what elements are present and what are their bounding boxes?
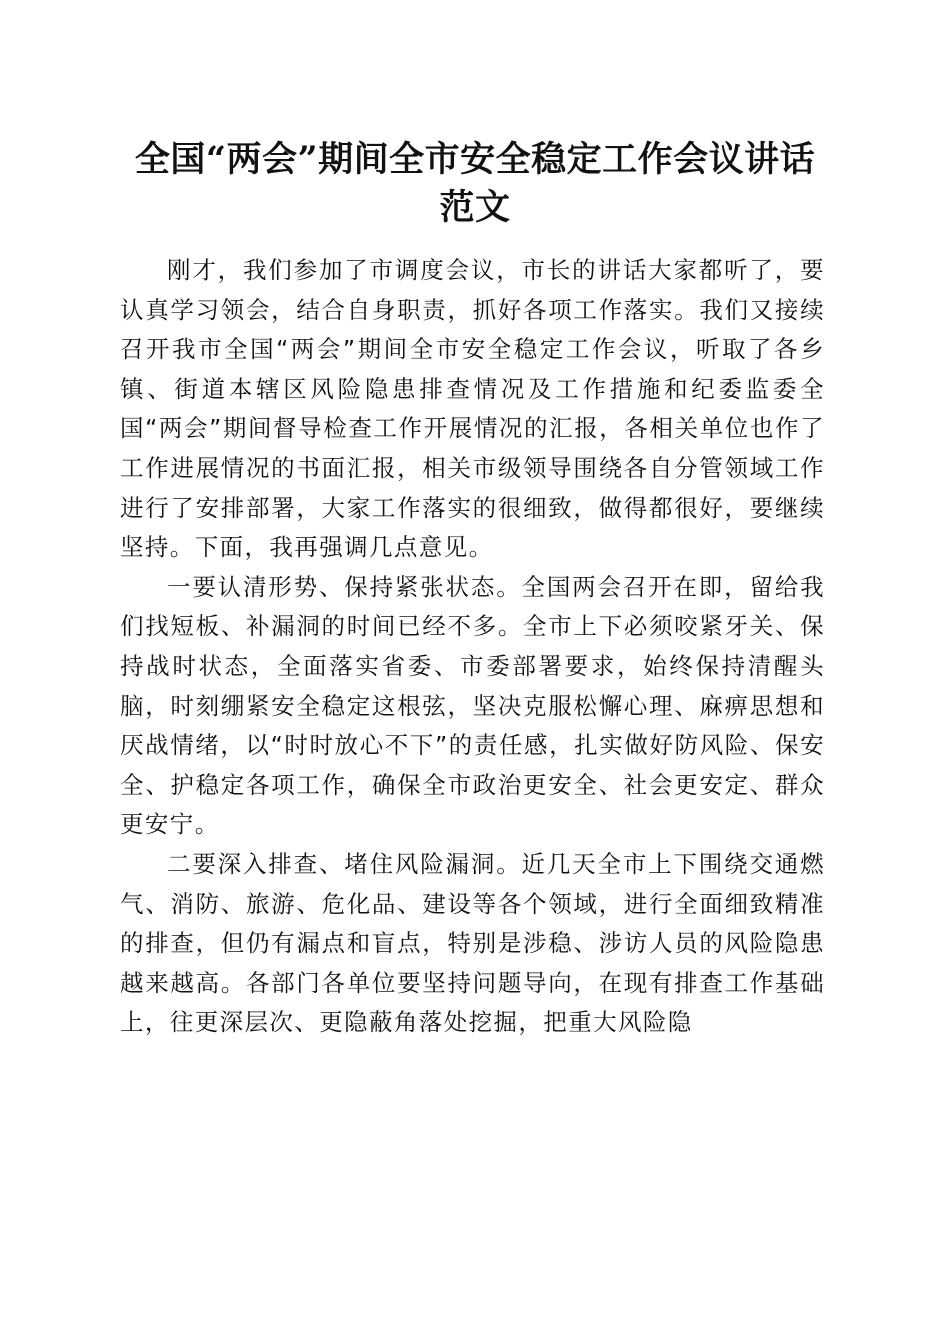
title-line-1: 全国“两会”期间全市安全稳定工作会议讲话 [134, 139, 816, 180]
paragraph-point-two: 二要深入排查、堵住风险漏洞。近几天全市上下围绕交通燃气、消防、旅游、危化品、建设等各个领域，进行全面细致精准的排查，但仍有漏点和盲点，特别是涉稳、涉访人员的风险隐患越来越高。各部门各单位要坚持问题导向，在现有排查工作基础上，往更深层次、更隐蔽角落处挖掘，把重大风险隐 [120, 849, 825, 1037]
paragraph-intro: 刚才，我们参加了市调度会议，市长的讲话大家都听了，要认真学习领会，结合自身职责，抓好各项工作落实。我们又接续召开我市全国“两会”期间全市安全稳定工作会议，听取了各乡镇、街道本辖区风险隐患排查情况及工作措施和纪委监委全国“两会”期间督导检查工作开展情况的汇报，各相关单位也作了工作进展情况的书面汇报，相关市级领导围绕各自分管领域工作进行了安排部署，大家工作落实的很细致，做得都很好，要继续坚持。下面，我再强调几点意见。 [120, 256, 825, 562]
title-line-2: 范文 [439, 187, 511, 228]
document-body [120, 251, 825, 1043]
document-title [100, 136, 850, 232]
paragraph-point-one: 一要认清形势、保持紧张状态。全国两会召开在即，留给我们找短板、补漏洞的时间已经不多。全市上下必须咬紧牙关、保持战时状态，全面落实省委、市委部署要求，始终保持清醒头脑，时刻绷紧安全稳定这根弦，坚决克服松懈心理、麻痹思想和厌战情绪，以“时时放心不下”的责任感，扎实做好防风险、保安全、护稳定各项工作，确保全市政治更安全、社会更安定、群众更安宁。 [120, 572, 825, 839]
